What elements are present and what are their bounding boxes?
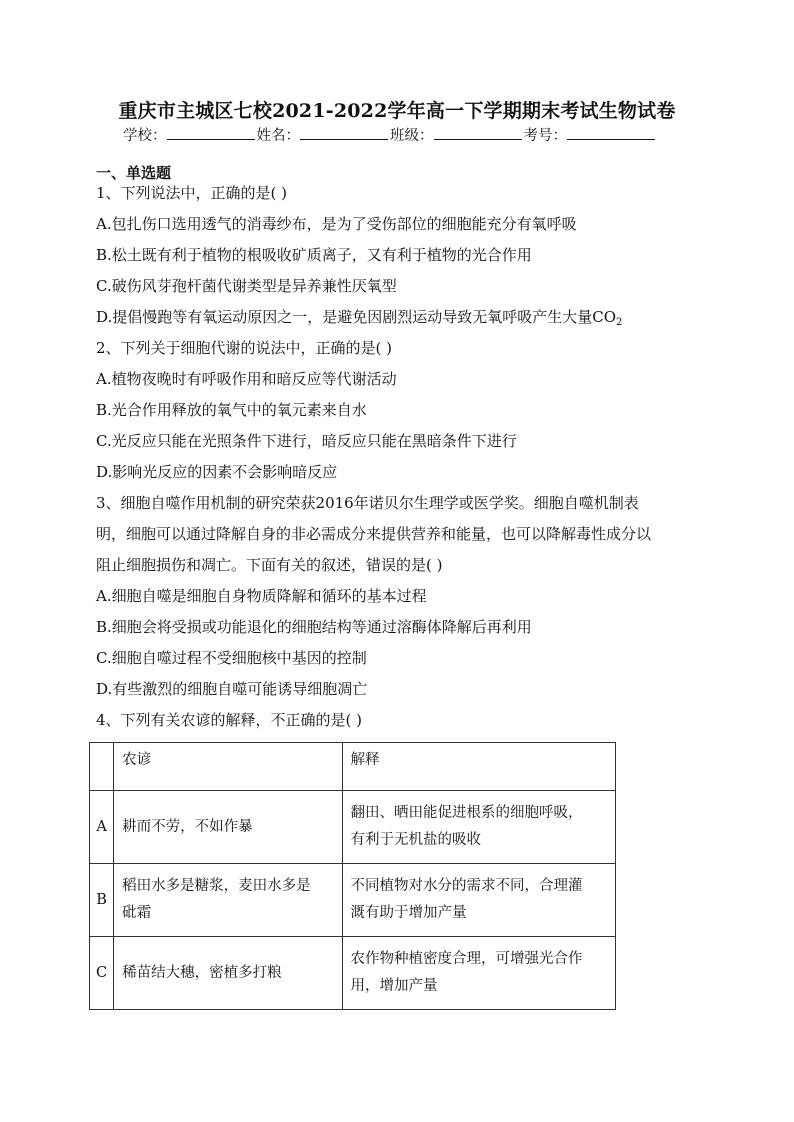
explanation-line: 农作物种植密度合理，可增强光合作: [350, 951, 583, 967]
q3-stem-line-3: 阻止细胞损伤和凋亡。下面有关的叙述，错误的是( ): [96, 556, 443, 574]
exam-number-blank: [567, 125, 655, 140]
q3-stem-line-1: 3、细胞自噬作用机制的研究荣获2016年诺贝尔生理学或医学奖。细胞自噬机制表: [96, 494, 639, 512]
q1-option-a: A.包扎伤口选用透气的消毒纱布，是为了受伤部位的细胞能充分有氧呼吸: [96, 215, 577, 233]
table-row: [90, 937, 616, 1010]
q2-option-c: C.光反应只能在光照条件下进行，暗反应只能在黑暗条件下进行: [96, 432, 517, 450]
section-heading: 一、单选题: [96, 164, 172, 182]
table-row: [90, 864, 616, 937]
table-header-cell: [90, 743, 114, 791]
explanation-line: 溉有助于增加产量: [350, 905, 467, 921]
exam-number-label: 考号：: [523, 128, 567, 144]
q2-stem: 2、下列关于细胞代谢的说法中，正确的是( ): [96, 339, 393, 357]
q1-option-c: C.破伤风芽孢杆菌代谢类型是异养兼性厌氧型: [96, 277, 397, 295]
q3-option-b: B.细胞会将受损或功能退化的细胞结构等通过溶酶体降解后再利用: [96, 618, 532, 636]
name-label: 姓名：: [256, 128, 300, 144]
explanation-line: 用，增加产量: [350, 978, 438, 994]
q3-option-c: C.细胞自噬过程不受细胞核中基因的控制: [96, 649, 367, 667]
row-key: A: [90, 791, 114, 864]
page-title: 重庆市主城区七校2021-2022学年高一下学期期末考试生物试卷: [118, 100, 676, 122]
student-info-line: [123, 124, 657, 145]
q2-option-d: D.影响光反应的因素不会影响暗反应: [96, 463, 338, 481]
row-key: C: [90, 937, 114, 1010]
q4-stem: 4、下列有关农谚的解释，不正确的是( ): [96, 711, 363, 729]
q3-option-d: D.有些激烈的细胞自噬可能诱导细胞凋亡: [96, 680, 368, 698]
school-blank: [167, 125, 255, 140]
explanation-cell: [342, 864, 615, 937]
explanation-line: 有利于无机盐的吸收: [350, 832, 482, 848]
proverb-cell: [114, 937, 342, 1010]
explanation-cell: [342, 791, 615, 864]
table-header-cell: 农谚: [114, 743, 342, 791]
table-header-row: [90, 743, 616, 791]
class-blank: [434, 125, 522, 140]
proverb-cell: [114, 864, 342, 937]
proverb-line: 砒霜: [122, 905, 152, 921]
class-label: 班级：: [390, 128, 434, 144]
q1-option-d-text: D.提倡慢跑等有氧运动原因之一，是避免因剧烈运动导致无氧呼吸产生大量CO: [96, 308, 617, 326]
table-row: [90, 791, 616, 864]
q1-stem: 1、下列说法中，正确的是( ): [96, 184, 288, 202]
q1-option-b: B.松土既有利于植物的根吸收矿质离子，又有利于植物的光合作用: [96, 246, 532, 264]
q1-option-d: [96, 307, 622, 333]
q1-option-d-subscript: 2: [616, 317, 623, 328]
row-key: B: [90, 864, 114, 937]
table-header-cell: 解释: [342, 743, 615, 791]
proverb-line: 耕而不劳，不如作暴: [122, 818, 253, 835]
proverb-table: [89, 742, 616, 1010]
explanation-line: 不同植物对水分的需求不同，合理灌: [350, 878, 583, 894]
proverb-line: 稀苗结大穗，密植多打粮: [122, 964, 282, 981]
explanation-cell: [342, 937, 615, 1010]
q3-stem-line-2: 明，细胞可以通过降解自身的非必需成分来提供营养和能量，也可以降解毒性成分以: [96, 525, 652, 543]
explanation-line: 翻田、晒田能促进根系的细胞呼吸，: [350, 805, 583, 821]
q2-option-a: A.植物夜晚时有呼吸作用和暗反应等代谢活动: [96, 370, 397, 388]
q3-option-a: A.细胞自噬是细胞自身物质降解和循环的基本过程: [96, 587, 427, 605]
q2-option-b: B.光合作用释放的氧气中的氧元素来自水: [96, 401, 367, 419]
proverb-cell: [114, 791, 342, 864]
school-label: 学校：: [123, 128, 167, 144]
proverb-line: 稻田水多是糖浆，麦田水多是: [122, 878, 311, 894]
name-blank: [300, 125, 388, 140]
